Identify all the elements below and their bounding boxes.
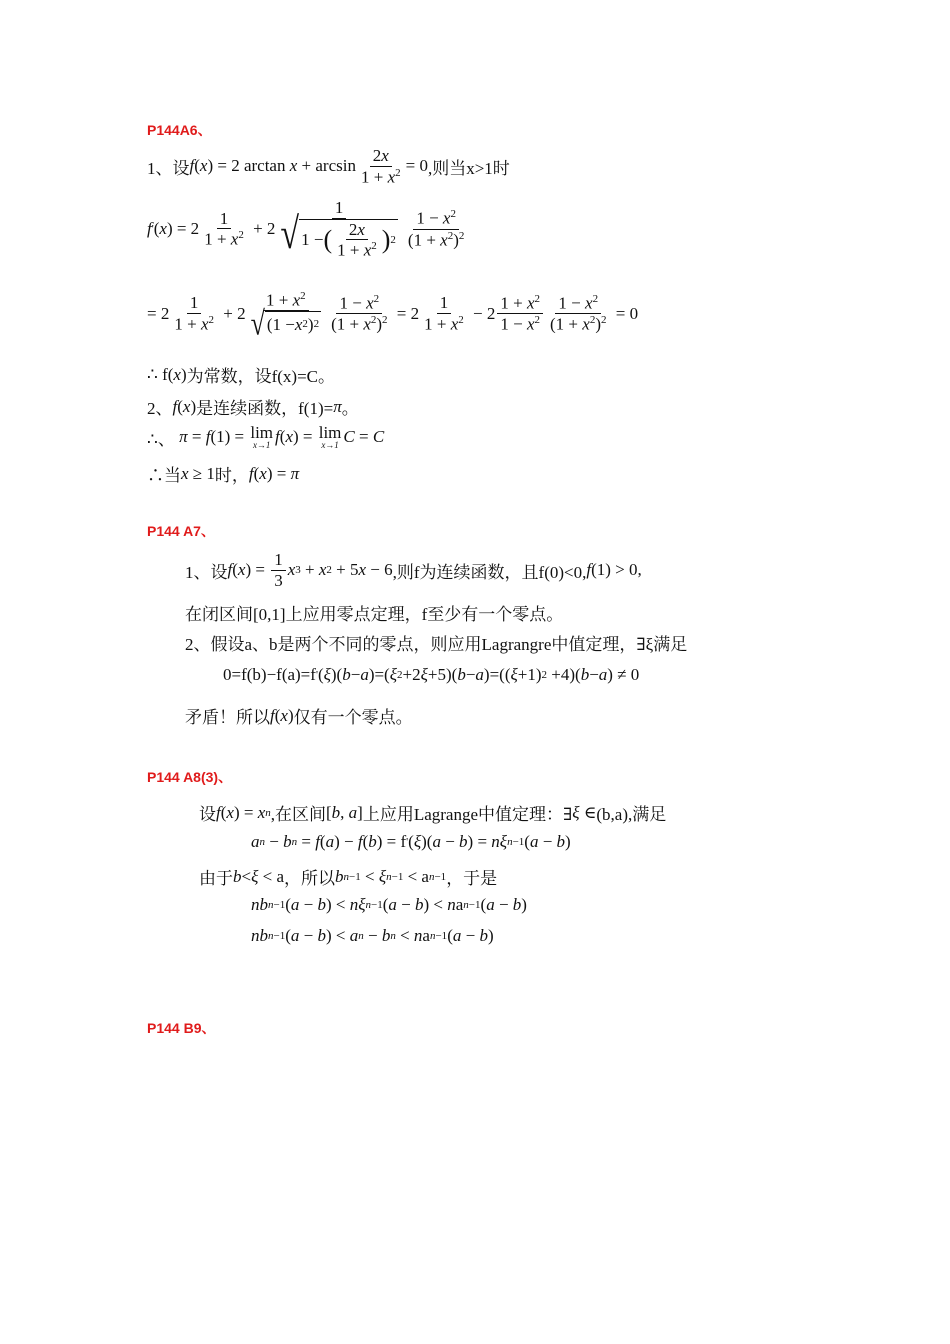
a8-line-1: 设 f ( x ) = x n ,在区间 [ b , a ] 上应用Lagrange中值定理：∃ ξ ∈ (b,a),满足 xyxy=(199,802,667,824)
section-heading-b9: P144 B9、 xyxy=(147,1020,216,1036)
section-heading-a6: P144A6、 xyxy=(147,122,212,138)
a7-line-2: 在闭区间[0,1]上应用零点定理，f至少有一个零点。 xyxy=(185,605,564,624)
a6-line-1: 1、设 f ( x ) = 2 arctan x + arcsin $\frac{2x}{1 + x^2}$ = 0 ,则当x>1时 xyxy=(147,146,510,187)
a6-line-4: ∴ f( x ) 为常数，设f(x)=C。 xyxy=(147,364,336,386)
a8-line-3: 由于 b < ξ < a ，所以 b n−1 < ξ n−1 < a n−1 ，于是 xyxy=(199,866,498,888)
a8-line-4: nb n−1 ( a − b ) < nξ n−1 ( a − b ) < n a n−1 ( a − b ) xyxy=(251,895,527,914)
a7-line-4: 0=f(b)−f(a)= f ' ( ξ )( b − a )=( ξ 2 +2 ξ +5)( b − a )=(( ξ +1) 2 +4)( b − a ) ≠ 0 xyxy=(223,665,640,684)
a6-line-5: 2、 f ( x ) 是连续函数，f(1)= π 。 xyxy=(147,396,359,418)
section-heading-a8: P144 A8(3)、 xyxy=(147,769,233,785)
a6-line-7: ∴当 x ≥ 1 时， f ( x ) = π xyxy=(147,463,300,485)
a8-line-5: nb n−1 ( a − b ) < a n − b n < n a n−1 ( a − b ) xyxy=(251,926,494,945)
a7-line-5: 矛盾！所以 f ( x ) 仅有一个零点。 xyxy=(185,705,413,727)
a8-line-2: a n − b n = f ( a ) − f ( b ) = f ' ( ξ )( a − b ) = nξ n−1 ( a − b ) xyxy=(251,832,571,851)
a7-line-1: 1、设 f ( x ) = $\frac{1}{3}$ x 3 + x 2 + 5 x − 6 ,则f为连续函数，且f(0)<0, f (1) > 0, xyxy=(185,550,642,590)
a6-line-3: = 2 $\frac{1}{1 + x^2}$ + 2 $1 + x^2$ √ (1 − x 2 ) 2 $\frac{1 - x^2}{(1 + x^2)^2}$ = 2 $\frac{1}{1 + x^2}$ − 2 $\frac{1 + x^2}{1 - x^2}$ $\frac{1 - x^2}{(1 + x^2)^2}$ = 0 xyxy=(147,290,639,343)
a6-line-2: f ' ( x ) = 2 $\frac{1}{1 + x^2}$ + 2 1 √ 1 − ( $\frac{2x}{1 + x^2}$ ) 2 $\frac{1 - x^2}{(1 + x^2)^2}$ xyxy=(147,198,465,260)
section-heading-a7: P144 A7、 xyxy=(147,523,215,539)
a7-line-3: 2、假设a、b是两个不同的零点，则应用Lagrangre中值定理，∃ξ满足 xyxy=(185,635,688,654)
a6-line-6: ∴、 π = f (1) = lim x→1 f ( x ) = lim x→1 C = C xyxy=(147,423,385,450)
